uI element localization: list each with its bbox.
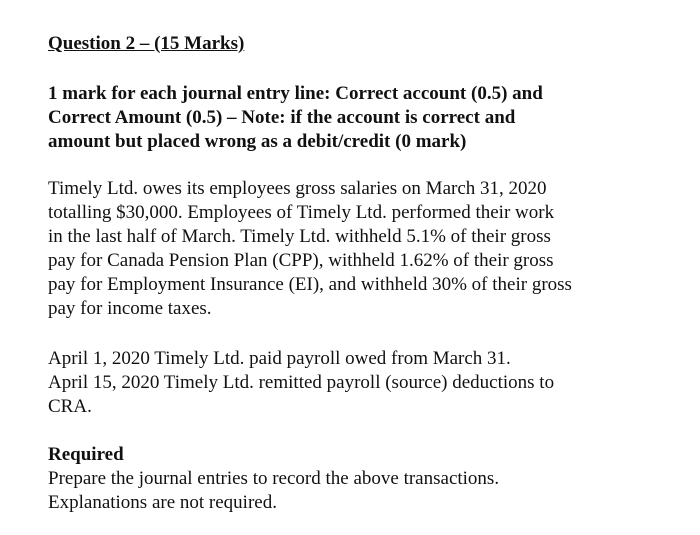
required-line: Prepare the journal entries to record the above transactions. xyxy=(48,468,500,489)
dates-paragraph xyxy=(48,347,554,419)
marking-line: Correct Amount (0.5) – Note: if the account is correct and xyxy=(48,107,516,128)
scenario-line: totalling $30,000. Employees of Timely Ltd. performed their work xyxy=(48,202,555,223)
scenario-paragraph xyxy=(48,177,572,321)
marking-scheme xyxy=(48,82,648,154)
scenario-line: in the last half of March. Timely Ltd. withheld 5.1% of their gross xyxy=(48,226,551,247)
date-line: April 15, 2020 Timely Ltd. remitted payroll (source) deductions to xyxy=(48,372,555,393)
question-title: Question 2 – (15 Marks) xyxy=(48,33,245,54)
marking-line: amount but placed wrong as a debit/credit (0 mark) xyxy=(48,131,467,152)
scenario-line: pay for Canada Pension Plan (CPP), withheld 1.62% of their gross xyxy=(48,250,554,271)
required-line: Explanations are not required. xyxy=(48,492,277,513)
date-line: CRA. xyxy=(48,396,92,417)
scenario-line: Timely Ltd. owes its employees gross salaries on March 31, 2020 xyxy=(48,178,547,199)
marking-line: 1 mark for each journal entry line: Correct account (0.5) and xyxy=(48,83,543,104)
required-instructions xyxy=(48,467,499,515)
scenario-line: pay for Employment Insurance (EI), and withheld 30% of their gross xyxy=(48,274,572,295)
date-line: April 1, 2020 Timely Ltd. paid payroll owed from March 31. xyxy=(48,348,511,369)
required-heading: Required xyxy=(48,444,124,465)
scenario-line: pay for income taxes. xyxy=(48,298,212,319)
